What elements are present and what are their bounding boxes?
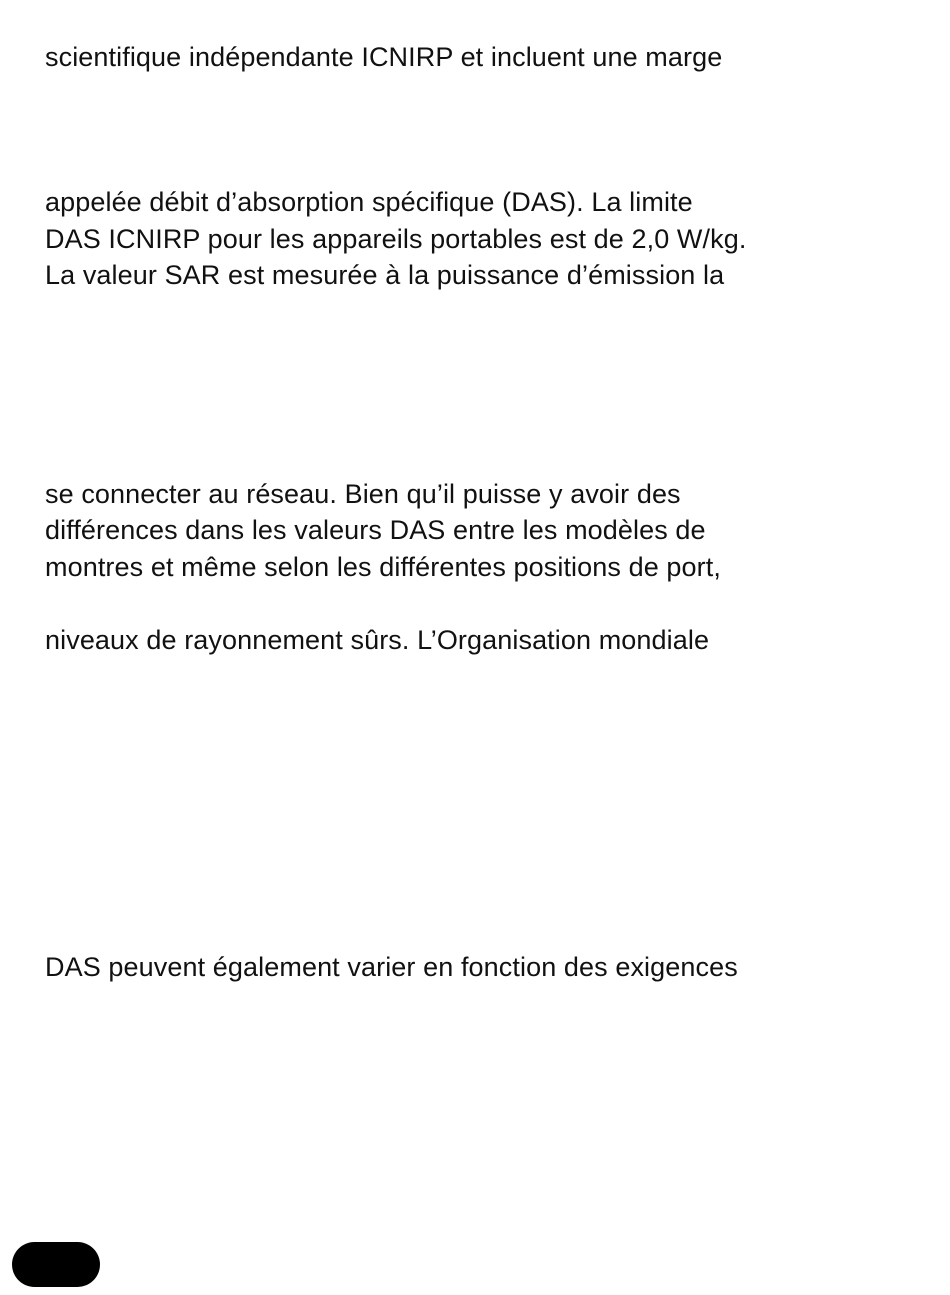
text-line: se connecter au réseau. Bien qu’il puisse y avoir des <box>45 479 681 509</box>
text-line: La valeur SAR est mesurée à la puissance d’émission la <box>45 260 725 290</box>
text-line: différences dans les valeurs DAS entre les modèles de <box>45 515 706 545</box>
text-line: appelée débit d’absorption spécifique (DAS). La limite <box>45 187 693 217</box>
text-line: DAS peuvent également varier en fonction des exigences <box>45 952 738 982</box>
text-line: scientifique indépendante ICNIRP et incluent une marge <box>45 42 723 72</box>
page-indicator-pill <box>12 1242 100 1287</box>
text-line: montres et même selon les différentes positions de port, <box>45 552 721 582</box>
text-line: niveaux de rayonnement sûrs. L’Organisation mondiale <box>45 625 710 655</box>
text-line: DAS ICNIRP pour les appareils portables est de 2,0 W/kg. <box>45 224 747 254</box>
